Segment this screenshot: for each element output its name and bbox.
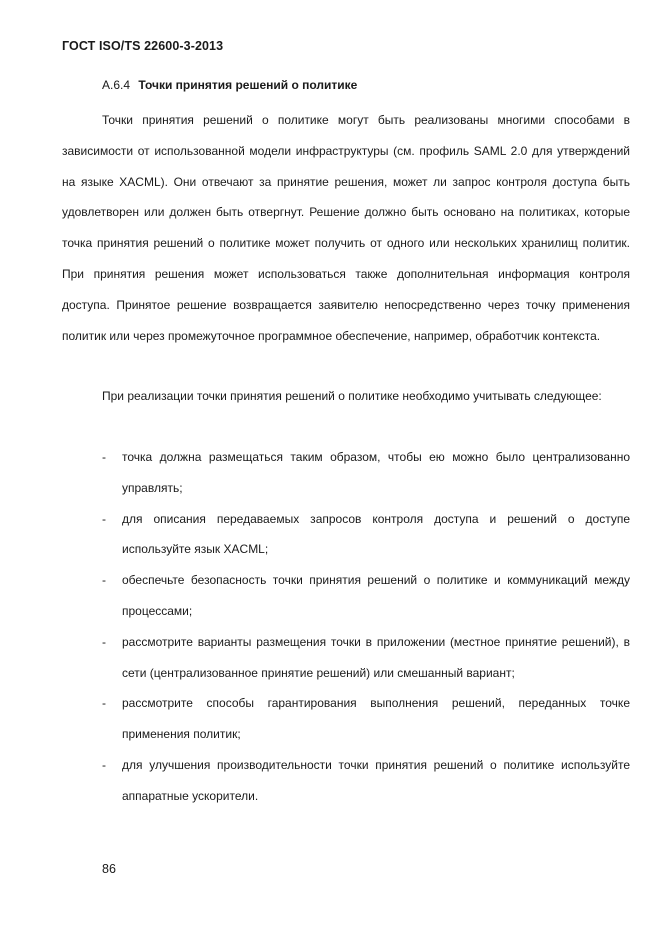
- list-item: [62, 565, 630, 627]
- paragraph-considerations: При реализации точки принятия решений о политике необходимо учитывать следующее:: [102, 389, 602, 403]
- list-item: [62, 627, 630, 689]
- list-bullet: -: [102, 573, 106, 588]
- list-item: [62, 688, 630, 750]
- list-item: [62, 504, 630, 566]
- section-title: Точки принятия решений о политике: [138, 78, 358, 92]
- section-number: А.6.4: [102, 78, 131, 92]
- list-bullet: -: [102, 696, 106, 711]
- list-item: [62, 750, 630, 812]
- list-bullet: -: [102, 634, 106, 649]
- list-item-text: для описания передаваемых запросов контроля доступа и решений о доступе используйте язык XACML;: [122, 511, 630, 557]
- list-item-text: для улучшения производительности точки принятия решений о политике используйте аппаратные ускорители.: [122, 757, 630, 803]
- list-bullet: -: [102, 757, 106, 772]
- list-item-text: рассмотрите способы гарантирования выполнения решений, переданных точке применения политик;: [122, 696, 630, 742]
- list-bullet: -: [102, 450, 106, 464]
- list-item-text: рассмотрите варианты размещения точки в приложении (местное принятие решений), в сети (централизованное принятие решений) или смешанный вариант;: [122, 634, 630, 680]
- page-number: 86: [102, 862, 116, 876]
- list-bullet: -: [102, 511, 106, 526]
- considerations-list: [62, 442, 630, 812]
- list-item: [62, 442, 630, 504]
- list-item-text: точка должна размещаться таким образом, чтобы ею можно было централизованно управлять;: [122, 450, 630, 495]
- list-item-text: обеспечьте безопасность точки принятия решений о политике и коммуникаций между процессами;: [122, 573, 630, 618]
- paragraph-intro: Точки принятия решений о политике могут быть реализованы многими способами в зависимости от использованной модели инфраструктуры (см. профиль SAML 2.0 для утверждений на языке XACML). Они отвечают за принятие решения, может ли запрос контроля доступа быть удовлетворен или должен быть отвергнут. Решение должно быть основано на политиках, которые точка принятия решений о политике может получить от одного или нескольких хранилищ политик. При принятия решения может использоваться также дополнительная информация контроля доступа. Принятое решение возвращается заявителю непосредственно через точку применения политик или через промежуточное программное обеспечение, например, обработчик контекста.: [62, 113, 630, 343]
- section-heading: [102, 78, 357, 92]
- document-header: ГОСТ ISO/TS 22600-3-2013: [62, 39, 224, 53]
